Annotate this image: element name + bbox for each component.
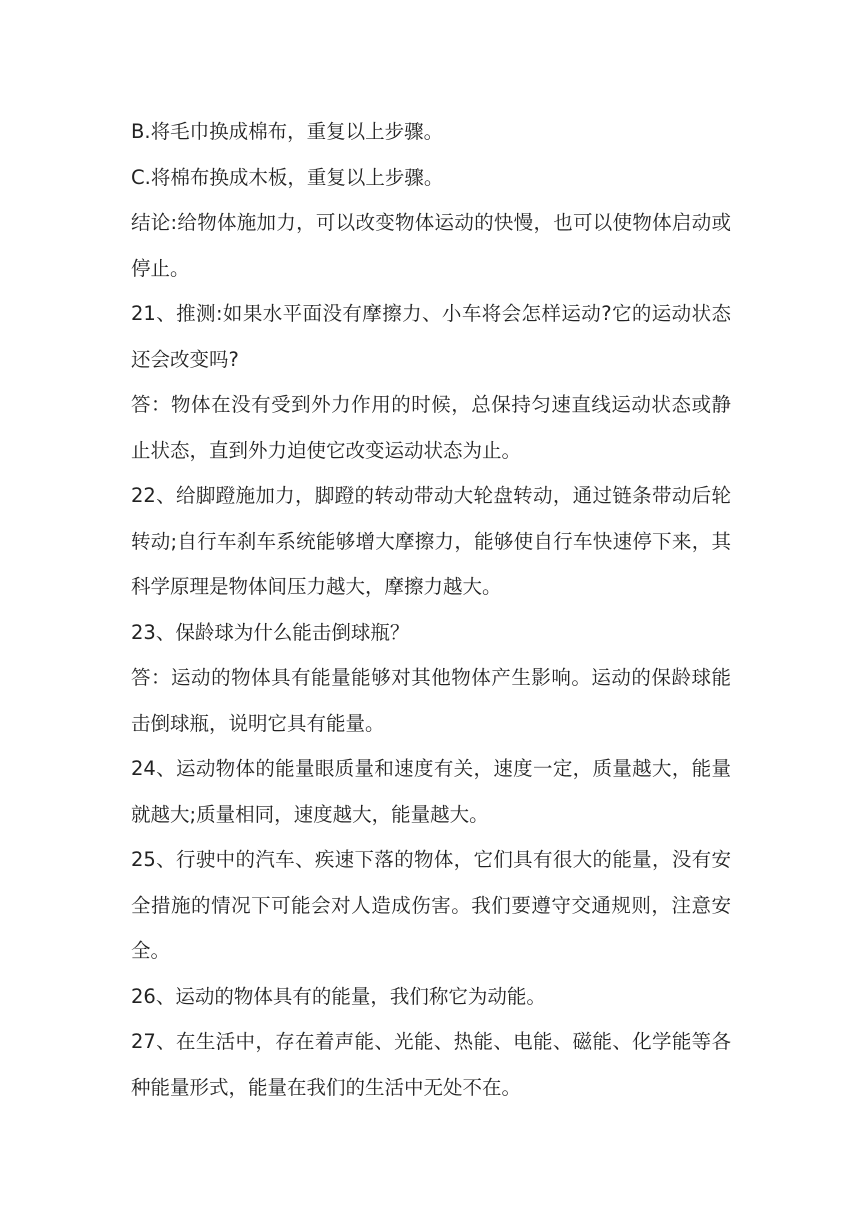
paragraph-item-24: 24、运动物体的能量眼质量和速度有关，速度一定，质量越大，能量就越大;质量相同，速度越大，能量越大。 <box>131 757 731 826</box>
paragraph-item-25: 25、行驶中的汽车、疾速下落的物体，它们具有很大的能量，没有安全措施的情况下可能会对人造成伤害。我们要遵守交通规则，注意安全。 <box>131 848 731 962</box>
paragraph-item-22: 22、给脚蹬施加力，脚蹬的转动带动大轮盘转动，通过链条带动后轮转动;自行车刹车系统能够增大摩擦力，能够使自行车快速停下来，其科学原理是物体间压力越大，摩擦力越大。 <box>131 484 731 598</box>
paragraph-item-26: 26、运动的物体具有的能量，我们称它为动能。 <box>131 984 546 1008</box>
paragraph-answer-21: 答：物体在没有受到外力作用的时候，总保持匀速直线运动状态或静止状态，直到外力迫使它改变运动状态为止。 <box>131 393 731 462</box>
document-body <box>131 109 731 1110</box>
paragraph-step-c: C.将棉布换成木板，重复以上步骤。 <box>131 165 444 189</box>
paragraph-item-23: 23、保龄球为什么能击倒球瓶？ <box>131 620 410 644</box>
paragraph-answer-23: 答：运动的物体具有能量能够对其他物体产生影响。运动的保龄球能击倒球瓶，说明它具有能量。 <box>131 666 731 735</box>
paragraph-step-b: B.将毛巾换成棉布，重复以上步骤。 <box>131 120 444 143</box>
paragraph-conclusion: 结论:给物体施加力，可以改变物体运动的快慢，也可以使物体启动或停止。 <box>131 211 731 280</box>
paragraph-item-27: 27、在生活中，存在着声能、光能、热能、电能、磁能、化学能等各种能量形式，能量在我们的生活中无处不在。 <box>131 1030 731 1099</box>
paragraph-item-21: 21、推测:如果水平面没有摩擦力、小车将会怎样运动?它的运动状态还会改变吗? <box>131 302 731 371</box>
